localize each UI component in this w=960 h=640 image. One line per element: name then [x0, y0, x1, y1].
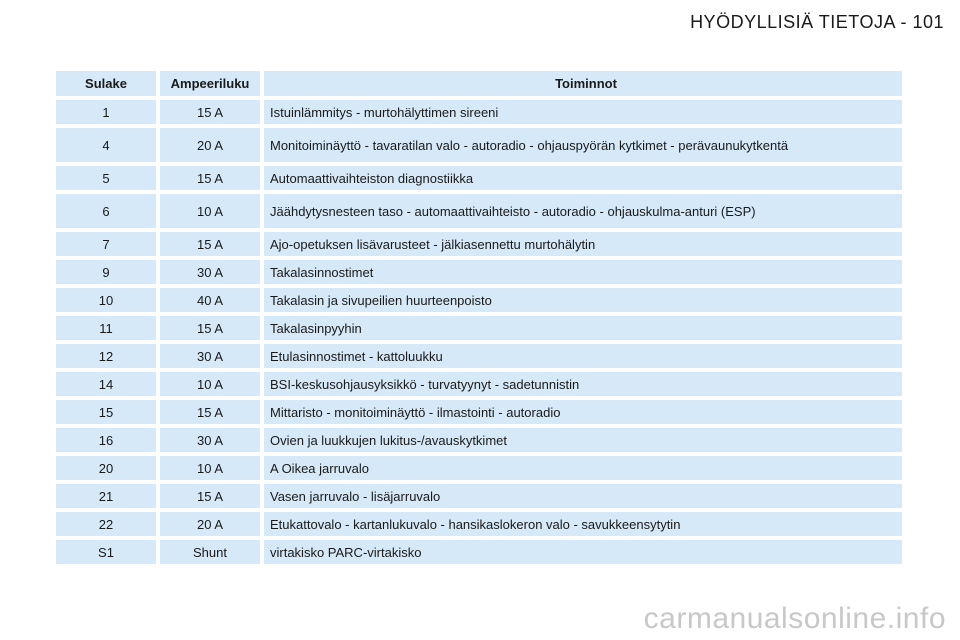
table-row [56, 232, 902, 256]
amp-cell: 10 A [160, 194, 264, 228]
table-row [56, 194, 902, 228]
fuse-cell: 5 [56, 166, 160, 190]
fuse-cell: 11 [56, 316, 160, 340]
table-row [56, 400, 902, 424]
function-cell: A Oikea jarruvalo [264, 456, 902, 480]
fuse-cell: 22 [56, 512, 160, 536]
amp-cell: 15 A [160, 232, 264, 256]
table-row [56, 456, 902, 480]
header-fuse: Sulake [56, 71, 160, 96]
amp-cell: 20 A [160, 128, 264, 162]
amp-cell: 15 A [160, 484, 264, 508]
table-row [56, 316, 902, 340]
fuse-cell: 12 [56, 344, 160, 368]
fuse-cell: 6 [56, 194, 160, 228]
header-amperage: Ampeeriluku [160, 71, 264, 96]
amp-cell: 10 A [160, 456, 264, 480]
fuse-cell: 21 [56, 484, 160, 508]
table-row [56, 128, 902, 162]
table-row [56, 288, 902, 312]
function-cell: Takalasinnostimet [264, 260, 902, 284]
fuse-cell: 14 [56, 372, 160, 396]
amp-cell: 40 A [160, 288, 264, 312]
header-functions: Toiminnot [264, 71, 902, 96]
function-cell: BSI-keskusohjausyksikkö - turvatyynyt - sadetunnistin [264, 372, 902, 396]
function-cell: Ajo-opetuksen lisävarusteet - jälkiasennettu murtohälytin [264, 232, 902, 256]
amp-cell: 30 A [160, 344, 264, 368]
fuse-cell: 20 [56, 456, 160, 480]
function-cell: Istuinlämmitys - murtohälyttimen sireeni [264, 100, 902, 124]
table-row [56, 260, 902, 284]
watermark: carmanualsonline.info [643, 602, 946, 635]
table-row [56, 372, 902, 396]
function-cell: Takalasin ja sivupeilien huurteenpoisto [264, 288, 902, 312]
table-row [56, 428, 902, 452]
fuse-cell: S1 [56, 540, 160, 564]
fuse-cell: 1 [56, 100, 160, 124]
table-row [56, 344, 902, 368]
table-row [56, 540, 902, 564]
fuse-table [56, 67, 902, 568]
function-cell: Monitoiminäyttö - tavaratilan valo - autoradio - ohjauspyörän kytkimet - perävaunukytkentä [264, 128, 902, 162]
amp-cell: 20 A [160, 512, 264, 536]
page-title: HYÖDYLLISIÄ TIETOJA - 101 [690, 12, 944, 32]
fuse-cell: 9 [56, 260, 160, 284]
amp-cell: Shunt [160, 540, 264, 564]
function-cell: Takalasinpyyhin [264, 316, 902, 340]
table-row [56, 166, 902, 190]
table-header-row [56, 71, 902, 96]
function-cell: Vasen jarruvalo - lisäjarruvalo [264, 484, 902, 508]
amp-cell: 30 A [160, 428, 264, 452]
fuse-cell: 16 [56, 428, 160, 452]
function-cell: virtakisko PARC-virtakisko [264, 540, 902, 564]
fuse-cell: 10 [56, 288, 160, 312]
amp-cell: 15 A [160, 100, 264, 124]
table-row [56, 100, 902, 124]
fuse-cell: 4 [56, 128, 160, 162]
table-row [56, 512, 902, 536]
function-cell: Jäähdytysnesteen taso - automaattivaihteisto - autoradio - ohjauskulma-anturi (ESP) [264, 194, 902, 228]
function-cell: Etulasinnostimet - kattoluukku [264, 344, 902, 368]
amp-cell: 30 A [160, 260, 264, 284]
amp-cell: 15 A [160, 316, 264, 340]
function-cell: Automaattivaihteiston diagnostiikka [264, 166, 902, 190]
amp-cell: 15 A [160, 400, 264, 424]
fuse-cell: 15 [56, 400, 160, 424]
function-cell: Mittaristo - monitoiminäyttö - ilmastointi - autoradio [264, 400, 902, 424]
amp-cell: 10 A [160, 372, 264, 396]
function-cell: Ovien ja luukkujen lukitus-/avauskytkimet [264, 428, 902, 452]
table-row [56, 484, 902, 508]
function-cell: Etukattovalo - kartanlukuvalo - hansikaslokeron valo - savukkeensytytin [264, 512, 902, 536]
fuse-cell: 7 [56, 232, 160, 256]
amp-cell: 15 A [160, 166, 264, 190]
